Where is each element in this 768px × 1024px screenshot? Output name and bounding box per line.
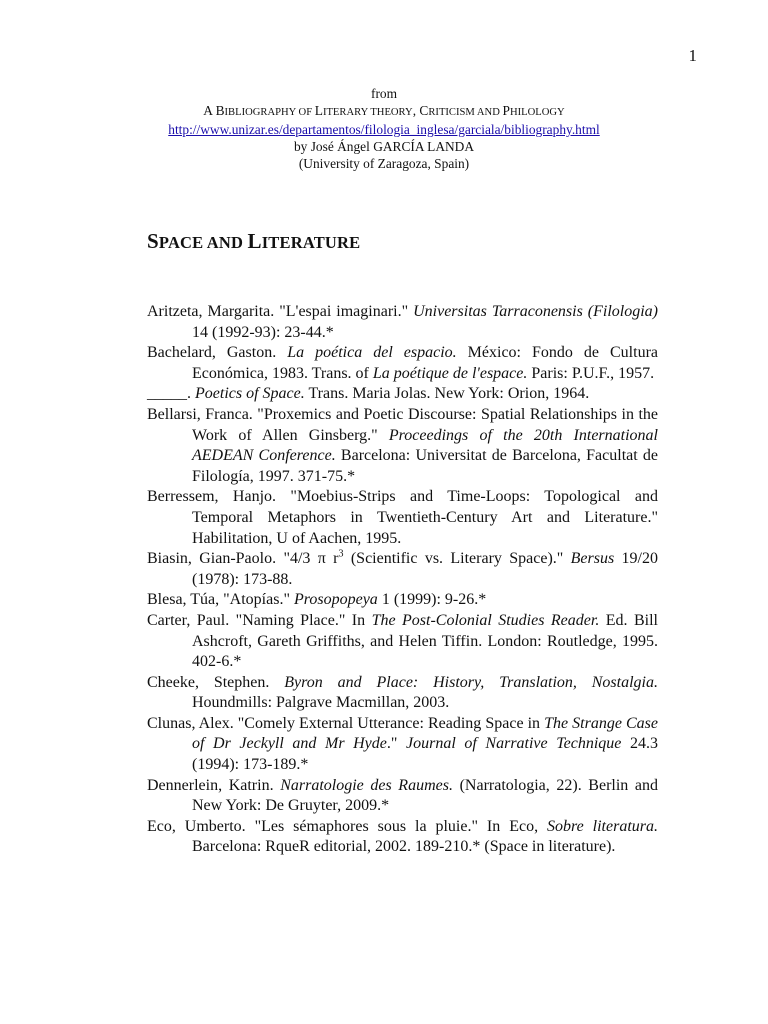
entry-text: Clunas, Alex. "Comely External Utterance: Reading Space in <box>147 714 545 732</box>
section-title-part: PACE AND <box>158 233 248 252</box>
header-author <box>0 138 768 155</box>
entry-text: Eco, Umberto. "Les sémaphores sous la pluie." In Eco, <box>147 817 547 835</box>
entry-text: Bachelard, Gaston. <box>147 344 288 362</box>
header-affiliation: (University of Zaragoza, Spain) <box>298 156 470 171</box>
bibliography-entry <box>147 776 658 817</box>
header-url-line <box>0 121 768 138</box>
header-title-part: B <box>215 103 225 118</box>
entry-text: Barcelona: Universitat de Barcelona, Facultat de Filología, 1997. 371-75.* <box>192 447 658 485</box>
entry-title-italic: Universitas Tarraconensis (Filologia) <box>413 303 658 320</box>
header-title <box>0 102 768 121</box>
entry-title-italic: Byron and Place: History, Translation, Nostalgia. <box>284 673 658 691</box>
bibliography-entry <box>147 590 658 611</box>
entry-title-italic: Journal of Narrative Technique <box>406 735 622 753</box>
entry-text: Trans. Maria Jolas. New York: Orion, 1964. <box>304 385 590 403</box>
entry-title-italic: Narratologie des Raumes. <box>280 776 453 794</box>
bibliography-entries <box>147 302 658 858</box>
entry-text: 14 (1992-93): 23-44.* <box>192 323 334 341</box>
header-title-part: IBLIOGRAPHY OF <box>224 107 315 118</box>
bibliography-entry <box>147 714 658 776</box>
entry-title-italic: The Post-Colonial Studies Reader. <box>371 611 600 629</box>
entry-text: 1 (1999): 9-26.* <box>377 591 487 609</box>
entry-text: Paris: P.U.F., 1957. <box>527 364 655 382</box>
header-title-part: L <box>314 103 323 118</box>
entry-text: Dennerlein, Katrin. <box>147 776 281 794</box>
entry-text: Carter, Paul. "Naming Place." In <box>147 611 372 629</box>
header-title-part: ITERARY THEORY <box>322 107 413 118</box>
entry-text: 3 <box>338 548 344 560</box>
header-title-part: A <box>203 103 216 118</box>
entry-text: Ed. Bill Ashcroft, Gareth Griffiths, and Helen Tiffin. London: Routledge, 1995. 402-6.* <box>192 611 659 671</box>
section-title <box>147 228 360 256</box>
bibliography-entry <box>147 549 658 590</box>
bibliography-entry <box>147 405 658 487</box>
entry-title-italic: Prosopopeya <box>293 591 378 609</box>
header-from: from <box>370 86 398 101</box>
author-surname: GARCÍA LANDA <box>373 139 475 154</box>
header-title-part: C <box>419 103 429 118</box>
author-prefix: by José Ángel <box>293 139 374 154</box>
entry-title-italic: Poetics of Space. <box>195 385 305 403</box>
header-title-part: HILOLOGY <box>509 107 565 118</box>
entry-text: ." <box>386 735 407 753</box>
section-title-part: L <box>247 229 262 253</box>
entry-text: Aritzeta, Margarita. "L'espai imaginari." <box>147 303 414 320</box>
page-number: 1 <box>688 46 697 65</box>
header-title-part: RITICISM AND <box>428 107 503 118</box>
bibliography-entry <box>147 611 658 673</box>
entry-title-italic: Bersus <box>570 550 615 568</box>
bibliography-url-link[interactable]: http://www.unizar.es/departamentos/filologia_inglesa/garciala/bibliography.html <box>168 122 600 137</box>
entry-title-italic: La poétique de l'espace. <box>372 364 528 382</box>
header-title-part: P <box>502 103 510 118</box>
entry-text: Biasin, Gian-Paolo. "4/3 π r <box>147 550 339 568</box>
entry-text: Houndmills: Palgrave Macmillan, 2003. <box>192 694 450 712</box>
entry-text: Blesa, Túa, "Atopías." <box>147 591 294 609</box>
entry-text: _____. <box>147 385 195 403</box>
bibliography-entry <box>147 302 658 343</box>
bibliography-entry <box>147 343 658 384</box>
bibliography-entry <box>147 817 658 858</box>
entry-title-italic: La poética del espacio. <box>287 344 457 362</box>
entry-text: 19/20 (1978): 173-88. <box>192 550 658 588</box>
bibliography-header <box>0 85 768 172</box>
entry-text: Cheeke, Stephen. <box>147 673 285 691</box>
entry-text: México: Fondo de Cultura Económica, 1983. Trans. of <box>192 344 659 382</box>
entry-text: 24.3 (1994): 173-189.* <box>192 735 658 774</box>
entry-text: (Narratologia, 22). Berlin and New York: De Gruyter, 2009.* <box>192 776 659 815</box>
header-title-part: , <box>412 103 420 118</box>
entry-title-italic: The Strange Case of Dr Jeckyll and Mr Hyde <box>192 714 658 753</box>
bibliography-entry <box>147 487 658 549</box>
entry-text: Berressem, Hanjo. "Moebius-Strips and Time-Loops: Topological and Temporal Metaphors in Twentieth-Century Art and Literature." Habilitation, U of Aachen, 1995. <box>147 488 658 547</box>
section-title-part: S <box>147 229 159 253</box>
entry-title-italic: Proceedings of the 20th International AEDEAN Conference. <box>192 426 658 465</box>
bibliography-entry <box>147 673 658 714</box>
bibliography-entry <box>147 384 658 405</box>
entry-title-italic: Sobre literatura. <box>547 817 658 835</box>
entry-text: Barcelona: RqueR editorial, 2002. 189-210.* (Space in literature). <box>192 838 616 856</box>
section-title-part: ITERATURE <box>261 233 361 252</box>
entry-text: Bellarsi, Franca. "Proxemics and Poetic Discourse: Spatial Relationships in the Work of Allen Ginsberg." <box>147 405 658 444</box>
entry-text: (Scientific vs. Literary Space)." <box>343 550 571 568</box>
